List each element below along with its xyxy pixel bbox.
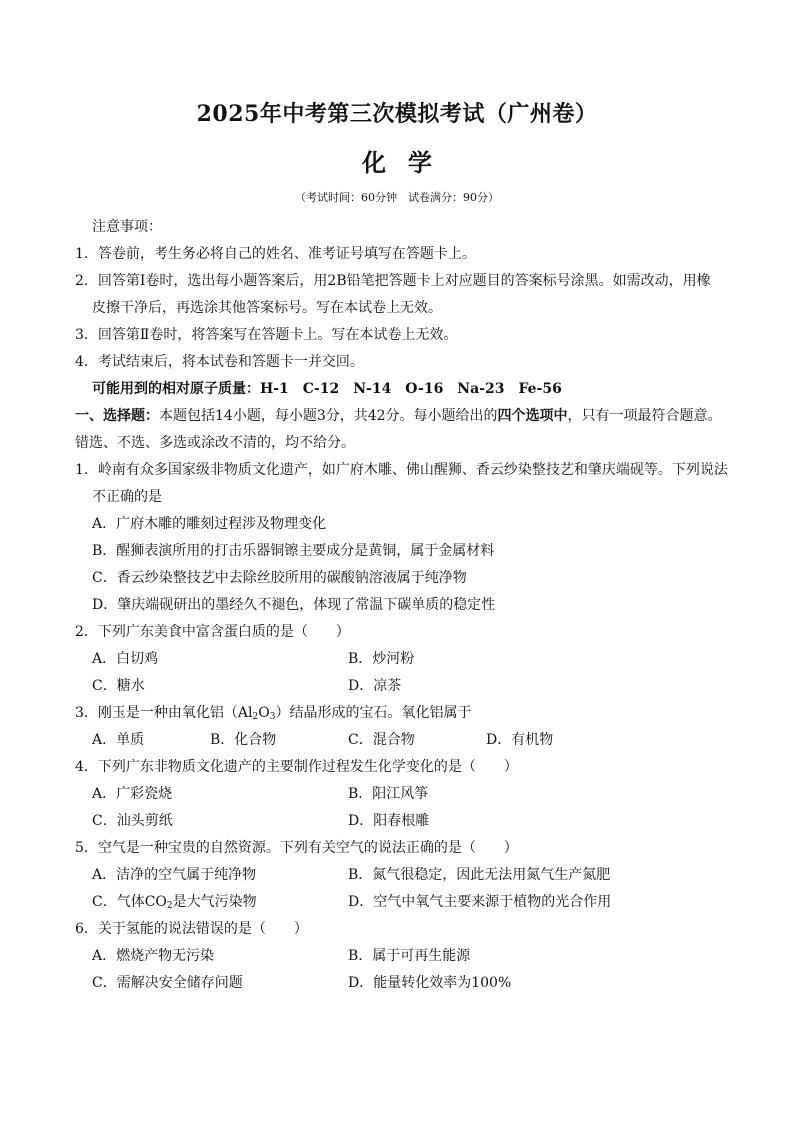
- q5-option-c-start: C．气体CO: [92, 894, 167, 910]
- q2-option-c: C．糖水: [92, 678, 145, 694]
- q3-subscript-2: 3: [269, 712, 276, 722]
- q5-option-b: B．氮气很稳定，因此无法用氮气生产氮肥: [348, 867, 611, 883]
- q4-option-d: D．阳春根雕: [348, 813, 430, 829]
- note-2-continued: 皮擦干净后，再选涂其他答案标号。写在本试卷上无效。: [92, 300, 442, 316]
- q1-stem-continued: 不正确的是: [92, 489, 162, 505]
- q5-option-c-subscript: 2: [166, 901, 173, 911]
- q1-option-a: A．广府木雕的雕刻过程涉及物理变化: [92, 516, 327, 532]
- q3-subscript-1: 2: [252, 712, 259, 722]
- q2-option-d: D．凉茶: [348, 678, 402, 694]
- q6-option-b: B．属于可再生能源: [348, 948, 471, 964]
- q3-stem: [75, 704, 471, 722]
- q1-option-d: D．肇庆端砚研出的墨经久不褪色，体现了常温下碳单质的稳定性: [92, 597, 496, 613]
- q4-option-a: A．广彩瓷烧: [92, 786, 173, 802]
- q6-option-a: A．燃烧产物无污染: [92, 948, 215, 964]
- atomic-masses: 可能用到的相对原子质量：H-1 C-12 N-14 O-16 Na-23 Fe-56: [92, 381, 562, 397]
- section-heading: [75, 407, 722, 425]
- section-desc-emphasis: 四个选项中: [497, 408, 568, 424]
- q3-option-b: B．化合物: [210, 732, 277, 748]
- notes-heading: 注意事项：: [92, 219, 162, 235]
- q5-option-a: A．洁净的空气属于纯净物: [92, 867, 257, 883]
- note-4: 4．考试结束后，将本试卷和答题卡一并交回。: [75, 354, 364, 370]
- q3-option-d: D．有机物: [486, 732, 554, 748]
- page-title: 2025年中考第三次模拟考试（广州卷）: [196, 101, 598, 127]
- q5-option-c: [92, 893, 257, 911]
- q4-option-c: C．汕头剪纸: [92, 813, 173, 829]
- section-desc: 本题包括14小题，每小题3分，共42分。每小题给出的: [159, 408, 498, 424]
- q5-option-d: D．空气中氧气主要来源于植物的光合作用: [348, 894, 612, 910]
- q4-option-b: B．阳江风筝: [348, 786, 429, 802]
- q3-stem-end: ）结晶形成的宝石。氧化铝属于: [275, 705, 472, 721]
- exam-meta: （考试时间：60分钟 试卷满分：90分）: [295, 191, 499, 204]
- section-rule: 错选、不选、多选或涂改不清的，均不给分。: [75, 435, 355, 451]
- note-3: 3．回答第Ⅱ卷时，将答案写在答题卡上。写在本试卷上无效。: [75, 327, 458, 343]
- subject-title: 化学: [362, 148, 454, 177]
- q3-stem-start: 3．刚玉是一种由氧化铝（Al: [75, 705, 253, 721]
- q1-stem: 1．岭南有众多国家级非物质文化遗产，如广府木雕、佛山醒狮、香云纱染整技艺和肇庆端砚等。下列说法: [75, 462, 728, 478]
- q3-stem-mid: O: [258, 705, 270, 721]
- section-desc-end: ，只有一项最符合题意。: [567, 408, 722, 424]
- q1-option-b: B．醒狮表演所用的打击乐器铜镲主要成分是黄铜，属于金属材料: [92, 543, 495, 559]
- q4-stem: 4．下列广东非物质文化遗产的主要制作过程发生化学变化的是（ ）: [75, 759, 518, 775]
- q6-option-c: C．需解决安全储存问题: [92, 975, 243, 991]
- note-1: 1．答卷前，考生务必将自己的姓名、准考证号填写在答题卡上。: [75, 246, 476, 262]
- q6-stem: 6．关于氢能的说法错误的是（ ）: [75, 921, 308, 937]
- q2-option-a: A．白切鸡: [92, 651, 159, 667]
- q3-option-c: C．混合物: [348, 732, 415, 748]
- q2-option-b: B．炒河粉: [348, 651, 415, 667]
- note-2: 2．回答第Ⅰ卷时，选出每小题答案后，用2B铅笔把答题卡上对应题目的答案标号涂黑。如需改动，用橡: [75, 273, 711, 289]
- q5-option-c-end: 是大气污染物: [172, 894, 257, 910]
- q5-stem: 5．空气是一种宝贵的自然资源。下列有关空气的说法正确的是（ ）: [75, 840, 518, 856]
- q6-option-d: D．能量转化效率为100%: [348, 975, 512, 991]
- q3-option-a: A．单质: [92, 732, 145, 748]
- q1-option-c: C．香云纱染整技艺中去除丝胶所用的碳酸钠溶液属于纯净物: [92, 570, 467, 586]
- q2-stem: 2．下列广东美食中富含蛋白质的是（ ）: [75, 624, 350, 640]
- section-title: 一、选择题：: [75, 408, 159, 424]
